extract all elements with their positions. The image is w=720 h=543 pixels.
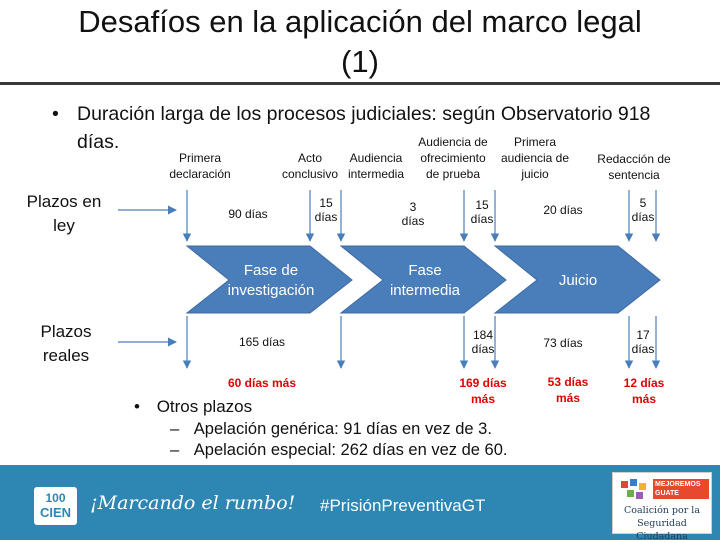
coalicion-badge: MEJOREMOS GUATE [653,479,709,499]
stage-acto-conclusivo: Acto conclusivo [281,151,339,181]
otros-bullet-dot: • [134,397,140,416]
stage-audiencia-intermedia: Audiencia intermedia [347,151,405,181]
phase-investigacion-label-2: investigación [227,282,315,299]
phase-investigacion-label-1: Fase de [243,262,299,279]
ley-value-intermedia: 3 días [401,200,425,228]
diff-intermedia: 169 días más [459,376,507,406]
diff-juicio: 53 días más [547,375,589,405]
ley-value-prueba: 15 días [470,198,494,226]
diff-sentencia: 12 días más [623,376,665,406]
ley-value-acto-conclusivo: 15 días [314,196,338,224]
phase-juicio-label: Juicio [558,272,598,289]
otros-item-2: – Apelación especial: 262 días en vez de 60. [170,441,508,459]
row-label-plazos-ley: Plazos en ley [26,192,102,235]
real-value-intermedia: 184 días [471,328,495,356]
phase-intermedia-arrow [341,246,506,313]
otros-plazos-title: Otros plazos [156,397,253,416]
stage-audiencia-prueba: Audiencia de ofrecimiento de prueba [418,135,488,181]
phase-intermedia-label-1: Fase [408,262,442,279]
slide-title-line2: (1) [341,44,379,79]
real-value-investigacion: 165 días [238,335,286,349]
ley-value-sentencia: 5 días [631,196,655,224]
stage-primera-declaracion: Primera declaración [169,151,231,181]
footer-slogan: ¡Marcando el rumbo! [90,492,296,514]
real-value-sentencia: 17 días [631,328,655,356]
coalicion-logo [612,472,712,542]
real-value-juicio: 73 días [543,336,583,350]
otros-plazos-bullet [134,396,534,418]
otros-item-1: – Apelación genérica: 91 días en vez de 3. [170,420,492,438]
ley-value-investigacion: 90 días [228,207,268,221]
cien-logo: 100 CIEN [34,487,77,525]
phase-investigacion-arrow [187,246,352,313]
main-bullet-text: Duración larga de los procesos judiciales: según Observatorio 918 días. [77,103,651,153]
row-label-plazos-reales: Plazos reales [40,322,92,365]
slide-title-line1: Desafíos en la aplicación del marco legal [78,4,642,39]
stage-primera-audiencia-juicio: Primera audiencia de juicio [500,135,570,181]
coalicion-shield-icon [619,477,649,501]
otros-dash-2: – [170,441,180,459]
otros-dash-1: – [170,420,180,438]
stage-redaccion-sentencia: Redacción de sentencia [597,152,671,182]
diff-investigacion: 60 días más [227,376,297,390]
ley-value-juicio: 20 días [543,203,583,217]
bullet-dot: • [52,103,59,125]
footer-hashtag: #PrisiónPreventivaGT [320,496,486,515]
coalicion-name: Coalición por la Seguridad Ciudadana [623,505,700,542]
phase-intermedia-label-2: intermedia [389,282,461,299]
